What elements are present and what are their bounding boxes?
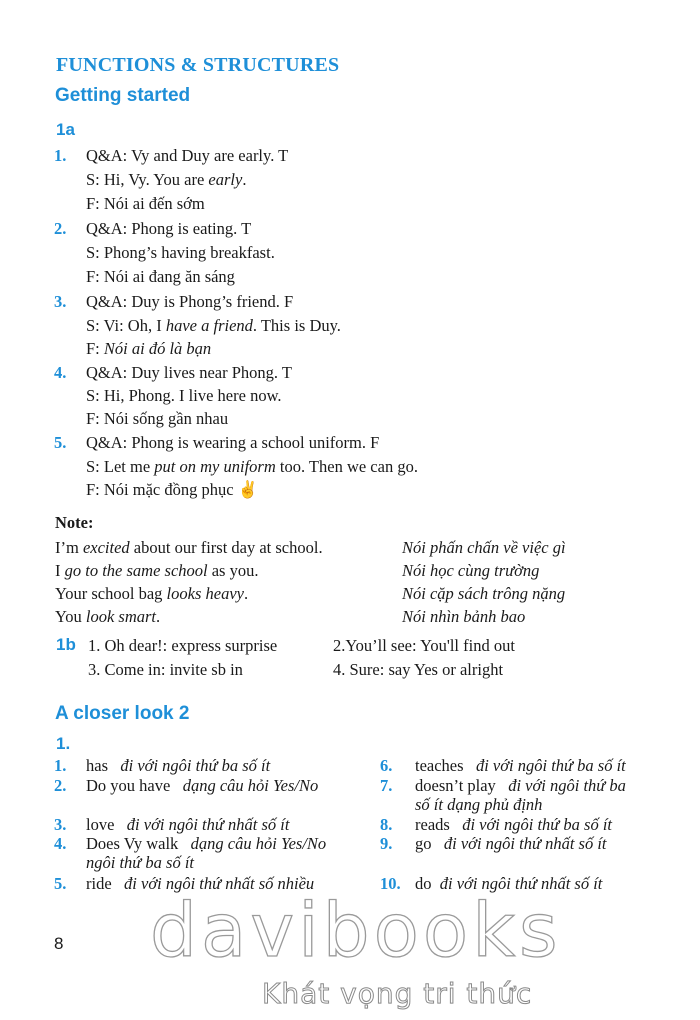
answer-item: go đi với ngôi thứ nhất số ít <box>415 834 607 853</box>
answer-item: has đi với ngôi thứ ba số ít <box>86 756 271 775</box>
answer-item: teaches đi với ngôi thứ ba số ít <box>415 756 626 775</box>
item-number: 1. <box>54 756 67 775</box>
item-number: 5. <box>54 874 67 893</box>
qa-line: Q&A: Phong is wearing a school uniform. F <box>86 433 380 452</box>
item-number: 2. <box>54 219 67 238</box>
note-english: I’m excited about our first day at school. <box>55 538 323 557</box>
s-line: S: Phong’s having breakfast. <box>86 243 275 262</box>
note-vietnamese: Nói học cùng trường <box>402 561 540 580</box>
answer-item: doesn’t play đi với ngôi thứ ba <box>415 776 626 795</box>
s-line: S: Hi, Phong. I live here now. <box>86 386 282 405</box>
f-line: F: Nói ai đó là bạn <box>86 339 212 358</box>
answer-item-continued: ngôi thứ ba số ít <box>86 853 195 872</box>
phrase-item: 2.You’ll see: You'll find out <box>333 636 515 655</box>
s-line: S: Hi, Vy. You are early. <box>86 170 247 189</box>
item-number: 1. <box>54 146 67 165</box>
answer-item: Does Vy walk dạng câu hỏi Yes/No <box>86 834 327 853</box>
s-line: S: Let me put on my uniform too. Then we can go. <box>86 457 418 476</box>
watermark-brand: davibooks <box>150 888 562 974</box>
watermark-slogan: Khát vọng tri thức <box>262 977 533 1010</box>
f-line: F: Nói ai đang ăn sáng <box>86 267 235 286</box>
qa-line: Q&A: Duy lives near Phong. T <box>86 363 292 382</box>
note-english: You look smart. <box>55 607 161 626</box>
item-number: 9. <box>380 834 393 853</box>
f-line: F: Nói sống gần nhau <box>86 409 229 428</box>
answer-item: reads đi với ngôi thứ ba số ít <box>415 815 613 834</box>
note-vietnamese: Nói phấn chấn về việc gì <box>402 538 566 557</box>
closer-look-label: 1. <box>56 734 71 753</box>
getting-started-heading: Getting started <box>55 85 191 106</box>
item-number: 8. <box>380 815 393 834</box>
f-line: F: Nói mặc đồng phục ✌ <box>86 480 259 499</box>
closer-look-heading: A closer look 2 <box>55 703 190 724</box>
s-line: S: Vi: Oh, I have a friend. This is Duy. <box>86 316 341 335</box>
item-number: 4. <box>54 363 67 382</box>
answer-item-continued: số ít dạng phủ định <box>415 795 543 814</box>
answer-item: do đi với ngôi thứ nhất số ít <box>415 874 603 893</box>
note-vietnamese: Nói nhìn bảnh bao <box>402 607 526 626</box>
note-vietnamese: Nói cặp sách trông nặng <box>402 584 566 603</box>
item-number: 3. <box>54 815 67 834</box>
qa-line: Q&A: Vy and Duy are early. T <box>86 146 289 165</box>
item-number: 3. <box>54 292 67 311</box>
qa-line: Q&A: Duy is Phong’s friend. F <box>86 292 294 311</box>
section-title: FUNCTIONS & STRUCTURES <box>56 54 340 76</box>
item-number: 10. <box>380 874 401 893</box>
label-1b: 1b <box>56 635 76 654</box>
note-english: Your school bag looks heavy. <box>55 584 249 603</box>
item-number: 6. <box>380 756 393 775</box>
f-line: F: Nói ai đến sớm <box>86 194 205 213</box>
item-number: 7. <box>380 776 393 795</box>
item-number: 2. <box>54 776 67 795</box>
answer-item: Do you have dạng câu hỏi Yes/No <box>86 776 319 795</box>
phrase-item: 1. Oh dear!: express surprise <box>88 636 278 655</box>
answer-item: love đi với ngôi thứ nhất số ít <box>86 815 290 834</box>
item-number: 4. <box>54 834 67 853</box>
item-number: 5. <box>54 433 67 452</box>
phrase-item: 4. Sure: say Yes or alright <box>333 660 504 679</box>
page-number: 8 <box>54 934 64 953</box>
note-english: I go to the same school as you. <box>55 561 259 580</box>
label-1a: 1a <box>56 120 75 139</box>
phrase-item: 3. Come in: invite sb in <box>88 660 243 679</box>
qa-line: Q&A: Phong is eating. T <box>86 219 252 238</box>
answer-item: ride đi với ngôi thứ nhất số nhiều <box>86 874 315 893</box>
note-label: Note: <box>55 513 94 532</box>
